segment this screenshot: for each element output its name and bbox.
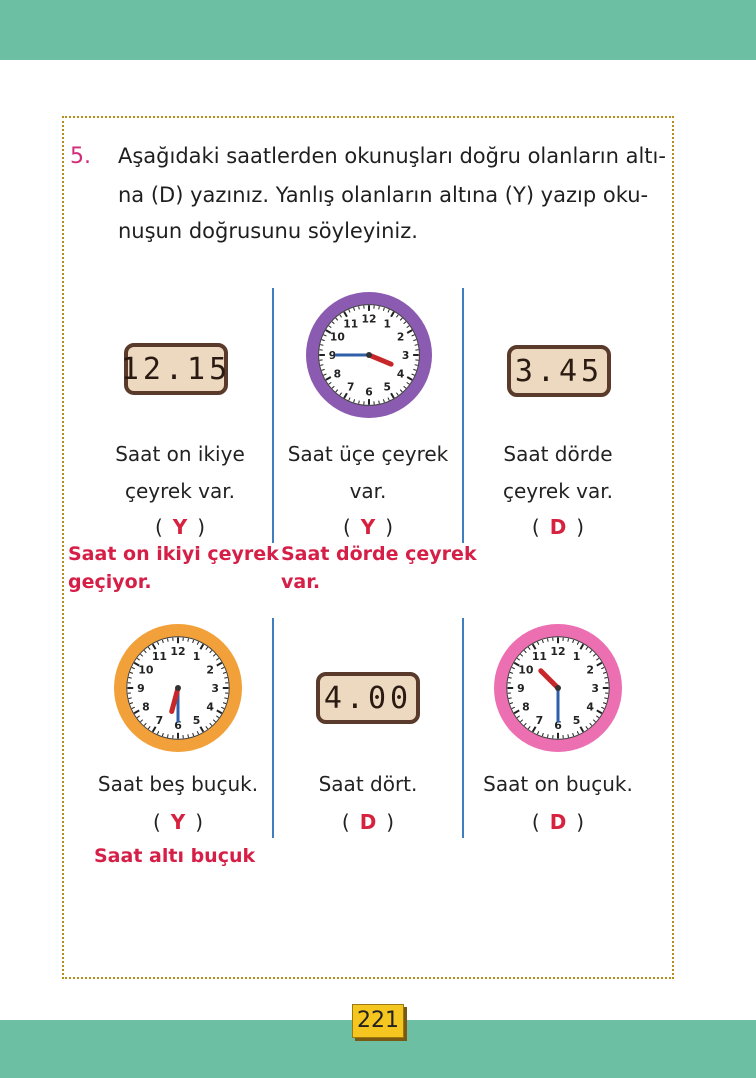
clock-tick — [568, 639, 569, 642]
answer-mark-4: Y — [170, 810, 186, 834]
top-color-band — [0, 0, 756, 60]
clock-numeral: 11 — [343, 317, 359, 331]
correction-1-line-2: geçiyor. — [68, 571, 152, 593]
caption-2-line-2: var. — [349, 479, 387, 503]
clock-tick — [379, 401, 380, 404]
clock-numeral: 10 — [138, 663, 154, 677]
clock-numeral: 1 — [572, 649, 581, 663]
clock-numeral: 3 — [211, 682, 219, 695]
clock-numeral: 3 — [401, 349, 410, 362]
clock-numeral: 5 — [572, 714, 581, 728]
clock-tick — [359, 306, 360, 309]
analog-clock-orange — [112, 622, 244, 754]
clock-center — [175, 685, 181, 691]
clock-numeral: 10 — [329, 330, 345, 344]
clock-center — [555, 685, 561, 691]
clock-numeral: 10 — [518, 663, 534, 677]
clock-numeral: 4 — [396, 367, 405, 381]
clock-tick — [167, 734, 168, 737]
clock-tick — [129, 677, 132, 678]
question-line-3: nuşun doğrusunu söyleyiniz. — [118, 219, 418, 243]
clock-tick — [379, 306, 380, 309]
answer-1: ( Y ) — [154, 515, 206, 539]
clock-numeral: 4 — [586, 700, 594, 714]
clock-tick — [188, 734, 189, 737]
clock-tick — [547, 639, 548, 642]
correction-4: Saat altı buçuk — [94, 845, 256, 867]
question-line-1: Aşağıdaki saatlerden okunuşları doğru olanların altı- — [118, 144, 666, 168]
clock-numeral: 8 — [142, 700, 150, 714]
clock-numeral: 9 — [137, 682, 145, 695]
clock-tick — [415, 345, 418, 346]
clock-numeral: 12 — [361, 312, 377, 326]
analog-clock-purple — [304, 290, 434, 420]
caption-2-line-1: Saat üçe çeyrek — [287, 442, 449, 466]
clock-numeral: 4 — [206, 700, 214, 714]
caption-3-line-1: Saat dörde — [503, 442, 613, 466]
question-line-2: na (D) yazınız. Yanlış olanların altına (Y) yazıp oku- — [118, 183, 649, 207]
digital-clock-3-45: 3.45 — [507, 345, 611, 397]
clock-numeral: 1 — [192, 649, 201, 663]
clock-numeral: 5 — [192, 714, 201, 728]
clock-center — [366, 352, 372, 358]
clock-tick — [568, 734, 569, 737]
answer-3: ( D ) — [531, 515, 585, 539]
question-number: 5. — [70, 144, 91, 169]
clock-numeral: 5 — [383, 380, 391, 394]
clock-tick — [415, 365, 418, 366]
correction-2-line-2: var. — [281, 571, 321, 593]
answer-mark-5: D — [359, 810, 377, 834]
caption-3-line-2: çeyrek var. — [503, 479, 613, 503]
page-number: 221 — [352, 1004, 404, 1038]
column-divider — [462, 618, 464, 838]
correction-1-line-1: Saat on ikiyi çeyrek — [68, 543, 279, 565]
column-divider — [272, 288, 274, 543]
clock-numeral: 11 — [151, 649, 168, 663]
clock-numeral: 9 — [328, 349, 337, 362]
clock-numeral: 7 — [535, 714, 544, 728]
answer-2: ( Y ) — [342, 515, 394, 539]
clock-tick — [604, 698, 607, 699]
clock-numeral: 7 — [347, 380, 355, 394]
answer-mark-2: Y — [360, 515, 376, 539]
clock-numeral: 1 — [383, 317, 391, 331]
answer-6: ( D ) — [531, 810, 585, 834]
clock-numeral: 9 — [517, 682, 525, 695]
answer-mark-6: D — [549, 810, 567, 834]
clock-tick — [604, 677, 607, 678]
correction-2-line-1: Saat dörde çeyrek — [281, 543, 477, 565]
clock-tick — [224, 698, 227, 699]
caption-5: Saat dört. — [318, 772, 418, 796]
clock-numeral: 2 — [586, 663, 594, 677]
clock-numeral: 6 — [554, 719, 562, 733]
clock-tick — [129, 698, 132, 699]
clock-numeral: 8 — [522, 700, 530, 714]
clock-tick — [509, 677, 512, 678]
clock-tick — [359, 401, 360, 404]
caption-1-line-2: çeyrek var. — [125, 479, 235, 503]
clock-tick — [320, 345, 323, 346]
clock-numeral: 7 — [155, 714, 164, 728]
clock-numeral: 2 — [206, 663, 214, 677]
clock-numeral: 3 — [591, 682, 599, 695]
clock-numeral: 6 — [174, 719, 182, 733]
clock-tick — [509, 698, 512, 699]
caption-6: Saat on buçuk. — [483, 772, 633, 796]
clock-numeral: 6 — [365, 385, 373, 399]
clock-tick — [188, 639, 189, 642]
answer-4: ( Y ) — [152, 810, 204, 834]
caption-4: Saat beş buçuk. — [97, 772, 259, 796]
clock-tick — [547, 734, 548, 737]
answer-5: ( D ) — [341, 810, 395, 834]
answer-mark-3: D — [549, 515, 567, 539]
clock-numeral: 12 — [550, 644, 566, 658]
clock-numeral: 12 — [170, 644, 186, 658]
column-divider — [272, 618, 274, 838]
answer-mark-1: Y — [172, 515, 188, 539]
digital-clock-12-15: 12.15 — [124, 343, 228, 395]
clock-tick — [320, 365, 323, 366]
clock-numeral: 2 — [396, 330, 405, 344]
analog-clock-pink — [492, 622, 624, 754]
clock-tick — [224, 677, 227, 678]
column-divider — [462, 288, 464, 543]
caption-1-line-1: Saat on ikiye — [115, 442, 245, 466]
digital-clock-4-00: 4.00 — [316, 672, 420, 724]
clock-numeral: 11 — [531, 649, 548, 663]
clock-numeral: 8 — [333, 367, 342, 381]
clock-tick — [167, 639, 168, 642]
